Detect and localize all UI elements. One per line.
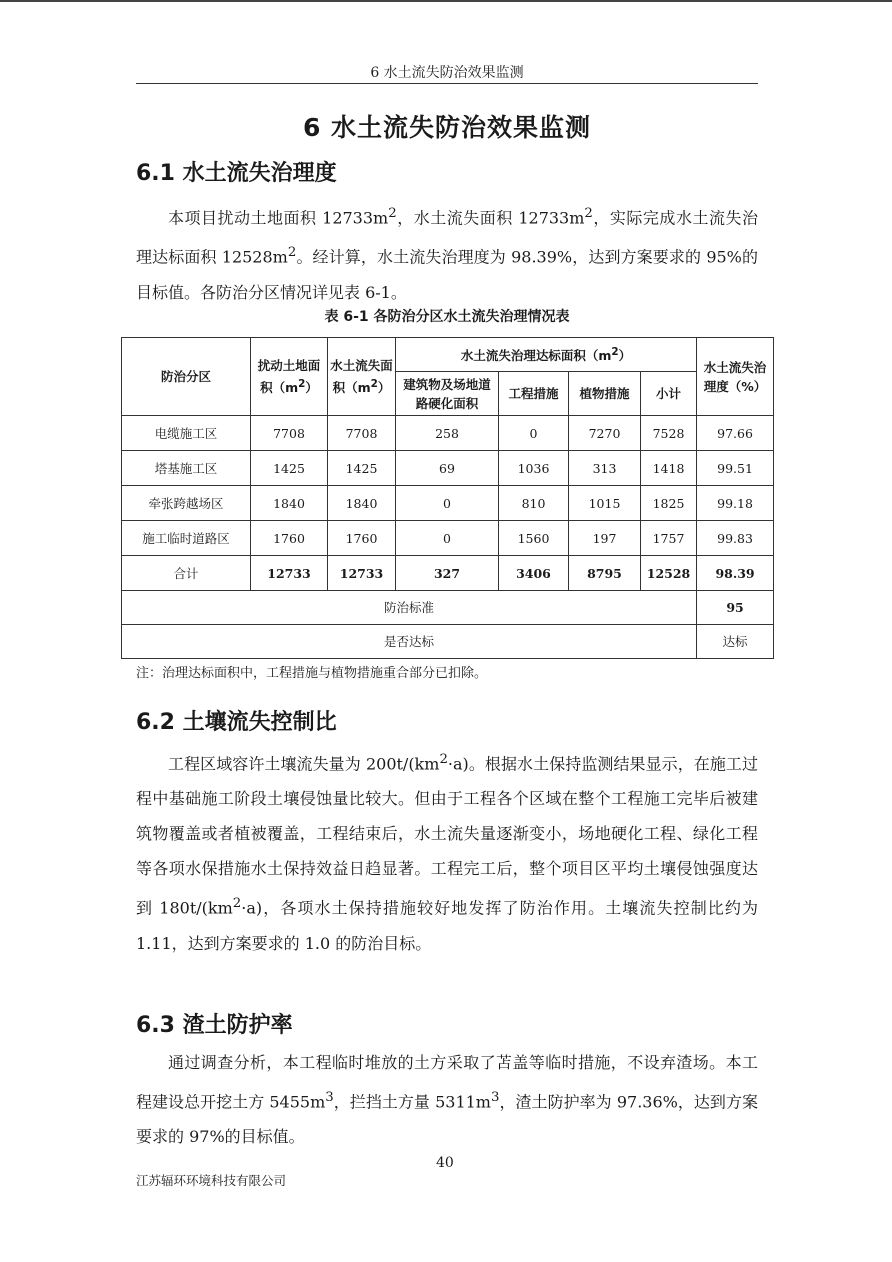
page-number: 40 bbox=[436, 1155, 454, 1171]
cell-degree: 99.51 bbox=[697, 451, 774, 486]
page-top-rule bbox=[0, 0, 892, 2]
cell-zone: 牵张跨越场区 bbox=[122, 486, 251, 521]
cell-engineering: 1036 bbox=[499, 451, 569, 486]
table-standard-row bbox=[122, 591, 774, 625]
cell-engineering: 3406 bbox=[499, 556, 569, 591]
cell-buildings: 258 bbox=[396, 416, 499, 451]
cell-erosion: 7708 bbox=[328, 416, 396, 451]
cell-erosion: 1760 bbox=[328, 521, 396, 556]
cell-zone: 塔基施工区 bbox=[122, 451, 251, 486]
table-compliance-row bbox=[122, 625, 774, 659]
cell-disturbed: 1425 bbox=[251, 451, 328, 486]
cell-subtotal: 1825 bbox=[641, 486, 697, 521]
header-rule bbox=[136, 83, 758, 84]
cell-disturbed: 7708 bbox=[251, 416, 328, 451]
footer-company: 江苏辐环环境科技有限公司 bbox=[136, 1173, 287, 1188]
cell-degree: 97.66 bbox=[697, 416, 774, 451]
table-row bbox=[122, 521, 774, 556]
header-treated-area-group: 水土流失治理达标面积$(m^2)$ bbox=[396, 338, 697, 372]
header-disturbed-area: 扰动土地面积$(m^2)$ bbox=[251, 338, 328, 416]
cell-subtotal: 12528 bbox=[641, 556, 697, 591]
cell-buildings: 0 bbox=[396, 521, 499, 556]
table-caption: 表 6-1 各防治分区水土流失治理情况表 bbox=[324, 309, 570, 325]
cell-engineering: 810 bbox=[499, 486, 569, 521]
standard-label: 防治标准 bbox=[122, 591, 697, 625]
paragraph-6-2: 工程区域容许土壤流失量为 $200t/(km^2\cdot a)$。根据水土保持监测结果显示，在施工过程中基础施工阶段土壤侵蚀量比较大。但由于工程各个区域在整个工程施工完毕后被建筑物覆盖或者植被覆盖，工程结束后，水土流失量逐渐变小，场地硬化工程、绿化工程等各项水保措施水土保持效益日趋显著。工程完工后，整个项目区平均土壤侵蚀强度达到 $180t/(km^2\cdot a)$，各项水土保持措施较好地发挥了防治作用。土壤流失控制比约为 1.11，达到方案要求的 1.0 的防治目标。 bbox=[136, 752, 758, 953]
compliance-label: 是否达标 bbox=[122, 625, 697, 659]
cell-degree: 99.18 bbox=[697, 486, 774, 521]
cell-vegetation: 1015 bbox=[569, 486, 641, 521]
cell-erosion: 1840 bbox=[328, 486, 396, 521]
cell-vegetation: 7270 bbox=[569, 416, 641, 451]
cell-buildings: 327 bbox=[396, 556, 499, 591]
cell-zone: 施工临时道路区 bbox=[122, 521, 251, 556]
cell-erosion: 12733 bbox=[328, 556, 396, 591]
cell-erosion: 1425 bbox=[328, 451, 396, 486]
table-row bbox=[122, 416, 774, 451]
treatment-table bbox=[121, 337, 774, 659]
table-note: 注：治理达标面积中，工程措施与植物措施重合部分已扣除。 bbox=[136, 666, 488, 681]
header-buildings-roads: 建筑物及场地道路硬化面积 bbox=[396, 372, 499, 416]
cell-degree: 98.39 bbox=[697, 556, 774, 591]
table-row bbox=[122, 451, 774, 486]
header-treatment-degree: 水土流失治理度（%） bbox=[697, 338, 774, 416]
cell-engineering: 0 bbox=[499, 416, 569, 451]
header-zone: 防治分区 bbox=[122, 338, 251, 416]
section-title-6-3: 6.3 渣土防护率 bbox=[136, 1013, 293, 1038]
cell-disturbed: 1760 bbox=[251, 521, 328, 556]
cell-subtotal: 1757 bbox=[641, 521, 697, 556]
cell-subtotal: 1418 bbox=[641, 451, 697, 486]
cell-zone: 电缆施工区 bbox=[122, 416, 251, 451]
cell-disturbed: 12733 bbox=[251, 556, 328, 591]
table-row bbox=[122, 486, 774, 521]
header-vegetation: 植物措施 bbox=[569, 372, 641, 416]
cell-buildings: 0 bbox=[396, 486, 499, 521]
cell-subtotal: 7528 bbox=[641, 416, 697, 451]
cell-degree: 99.83 bbox=[697, 521, 774, 556]
paragraph-6-1: 本项目扰动土地面积 $12733m^2$，水土流失面积 $12733m^2$，实际完成水土流失治理达标面积 $12528m^2$。经计算，水土流失治理度为 98.39%，达到方案要求的 95%的目标值。各防治分区情况详见表 6-1。 bbox=[136, 206, 758, 302]
cell-vegetation: 197 bbox=[569, 521, 641, 556]
table-total-row bbox=[122, 556, 774, 591]
running-header: 6 水土流失防治效果监测 bbox=[370, 65, 524, 81]
cell-zone: 合计 bbox=[122, 556, 251, 591]
section-title-6-1: 6.1 水土流失治理度 bbox=[136, 161, 337, 186]
header-subtotal: 小计 bbox=[641, 372, 697, 416]
chapter-title: 6 水土流失防治效果监测 bbox=[302, 113, 592, 142]
cell-vegetation: 8795 bbox=[569, 556, 641, 591]
header-engineering: 工程措施 bbox=[499, 372, 569, 416]
section-title-6-2: 6.2 土壤流失控制比 bbox=[136, 710, 337, 735]
compliance-value: 达标 bbox=[697, 625, 774, 659]
paragraph-6-3: 通过调查分析，本工程临时堆放的土方采取了苫盖等临时措施，不设弃渣场。本工程建设总开挖土方 $5455m^3$，拦挡土方量 $5311m^3$，渣土防护率为 97.36%，达到方案要求的 97%的目标值。 bbox=[136, 1053, 758, 1147]
cell-buildings: 69 bbox=[396, 451, 499, 486]
cell-engineering: 1560 bbox=[499, 521, 569, 556]
header-erosion-area: 水土流失面积$(m^2)$ bbox=[328, 338, 396, 416]
cell-vegetation: 313 bbox=[569, 451, 641, 486]
cell-disturbed: 1840 bbox=[251, 486, 328, 521]
standard-value: 95 bbox=[697, 591, 774, 625]
